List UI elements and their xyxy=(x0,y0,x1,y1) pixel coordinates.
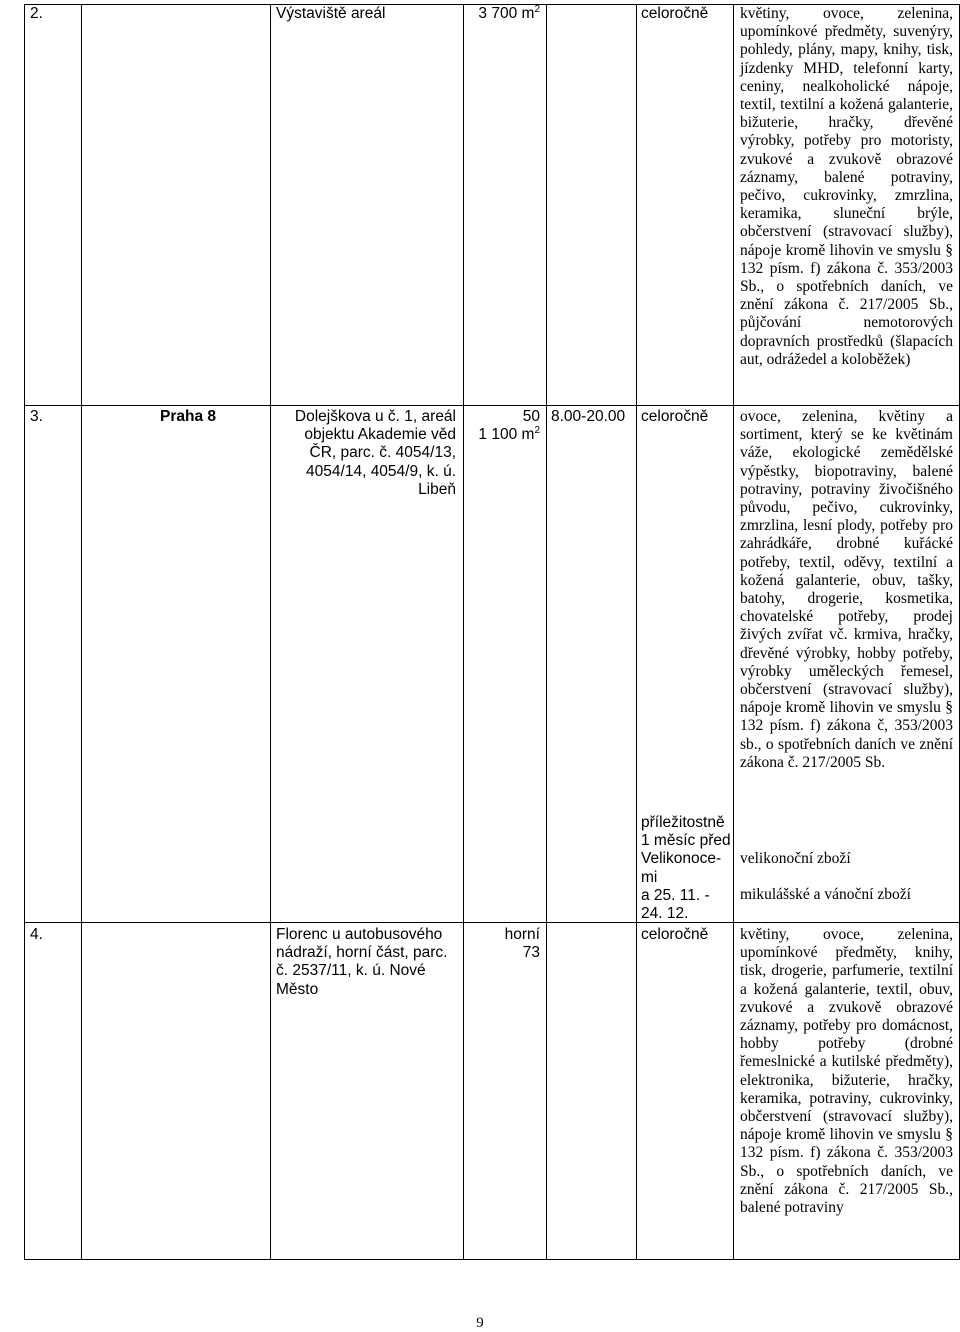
row-area-value: 50 1 100 m xyxy=(478,408,540,444)
row-hours: 8.00-20.00 xyxy=(551,408,626,425)
col-border-6 xyxy=(733,4,734,1260)
row-divider-4 xyxy=(24,922,959,923)
row-number: 4. xyxy=(30,926,43,943)
row-goods: ovoce, zelenina, květiny a sortiment, který se ke květinám váže, ekologické zemědělské výpěstky, biopotraviny, balené potraviny, potraviny živočišného původu, pečivo, cukrovinky, zmrzlina, lesní plody, potřeby pro zahrádkáře, drobné kuřácké potřeby, textil, oděvy, textilní a kožená galanterie, obuv, tašky, batohy, drogerie, kosmetika, chovatelské potřeby, prodej živých zvířat vč. krmiva, hračky, dřevěné výrobky, hobby potřeby, výrobky uměleckých řemesel, občerstvení (stravovací služby), nápoje kromě lihovin ve smyslu § 132 písm. f) zákona č, 353/2003 sb., o spotřebních daních ve znění zákona č. 217/2005 Sb. xyxy=(740,408,953,771)
row-location: Dolejškova u č. 1, areál objektu Akademie věd ČR, parc. č. 4054/13, 4054/14, 4054/9, k. ú. Libeň xyxy=(294,408,456,498)
row-period: celoročně xyxy=(641,408,709,425)
row-area-value: 3 700 m xyxy=(478,5,535,22)
col-border-5 xyxy=(636,4,637,1260)
row-area-sup: 2 xyxy=(534,3,540,15)
row-district: Praha 8 xyxy=(160,408,217,425)
row-extra-period: příležitostně 1 měsíc před Velikonoce- mi a 25. 11. - 24. 12. xyxy=(641,814,731,923)
col-border-1 xyxy=(81,4,82,1260)
row-goods: květiny, ovoce, zelenina, upomínkové předměty, knihy, tisk, drogerie, parfumerie, textilní a kožená galanterie, textil, obuv, zvukové a zvukově obrazové záznamy, potřeby pro domácnost, hobby potřeby (drobné řemeslnické a kutilské předměty), elektronika, bižuterie, hračky, keramika, potraviny, cukrovinky, občerstvení (stravovací služby), nápoje kromě lihovin ve smyslu § 132 písm. f) zákona č. 353/2003 Sb., o spotřebních daních, ve znění zákona č. 217/2005 Sb., balené potraviny xyxy=(740,926,953,1217)
row-location: Florenc u autobusového nádraží, horní část, parc. č. 2537/11, k. ú. Nové Město xyxy=(276,926,448,998)
row-period: celoročně xyxy=(641,926,709,943)
row-location: Výstaviště areál xyxy=(276,5,386,22)
table-bottom-border xyxy=(24,1259,959,1260)
row-extra-goods-christmas: mikulášské a vánoční zboží xyxy=(740,886,911,903)
row-area-sup: 2 xyxy=(534,425,540,437)
row-period: celoročně xyxy=(641,5,709,22)
row-goods: květiny, ovoce, zelenina, upomínkové předměty, suvenýry, pohledy, plány, mapy, knihy, tisk, jízdenky MHD, telefonní karty, ceniny, nealkoholické nápoje, textil, textilní a kožená galanterie, bižuterie, hračky, dřevěné výrobky, potřeby pro motoristy, zvukové a zvukově obrazové záznamy, balené potraviny, pečivo, cukrovinky, zmrzlina, keramika, sluneční brýle, občerstvení (stravovací služby), nápoje kromě lihovin ve smyslu § 132 písm. f) zákona č. 353/2003 Sb., o spotřebních daních, ve znění zákona č. 217/2005 Sb., půjčování nemotorových dopravních prostředků (šlapacích aut, odrážedel a koloběžek) xyxy=(740,5,953,368)
row-divider-3 xyxy=(24,405,959,406)
page-number: 9 xyxy=(476,1315,484,1331)
col-border-2 xyxy=(270,4,271,1260)
row-extra-goods-easter: velikonoční zboží xyxy=(740,850,851,867)
row-area: horní 73 xyxy=(504,926,540,962)
row-number: 2. xyxy=(30,5,43,22)
row-area xyxy=(470,408,540,444)
row-area xyxy=(470,5,540,23)
row-number: 3. xyxy=(30,408,43,425)
col-border-3 xyxy=(463,4,464,1260)
col-border-left xyxy=(24,4,25,1260)
col-border-4 xyxy=(546,4,547,1260)
